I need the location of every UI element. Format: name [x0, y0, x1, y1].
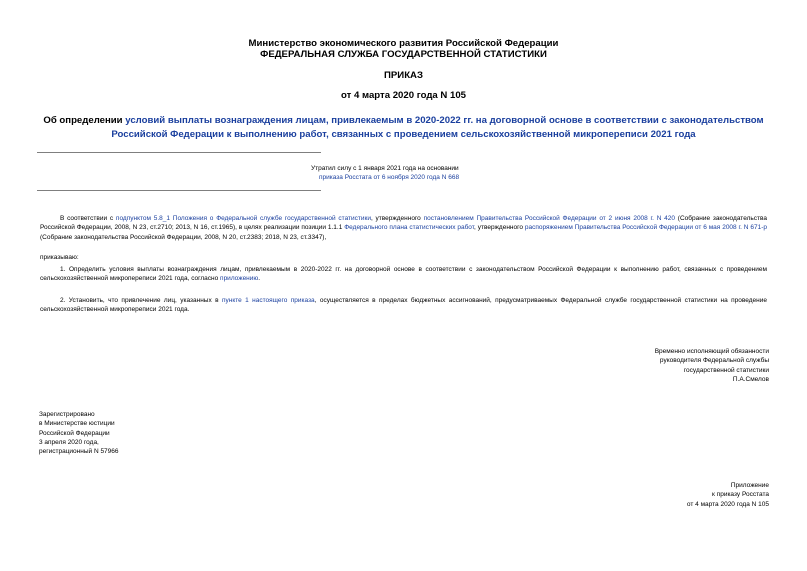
separator-rule-bottom — [37, 190, 321, 191]
signature-name: П.А.Смелов — [732, 375, 769, 383]
ministry-name: Министерство экономического развития Российской Федерации — [248, 38, 559, 49]
order-item-1-text: 1. Определить условия выплаты вознаграждения лицам, привлекаемым в 2020-2022 гг. на договорной основе в соответствии с законодательством Российской Федерации к выполнению работ, связанных с проведением сельскохозяйственной микропереписи 2021 года, согласно — [40, 266, 767, 283]
signature-block — [655, 347, 769, 384]
signature-line-3: государственной статистики — [683, 366, 769, 374]
appendix-line-1: Приложение — [730, 482, 769, 489]
preamble-text-5: (Собрание законодательства Российской Федерации, 2008, N 20, ст.2383; 2018, N 23, ст.3347), — [40, 233, 327, 241]
registration-line-1: Зарегистрировано — [39, 411, 95, 418]
preamble-text-4: , утвержденного — [474, 224, 525, 232]
item-1-reference-link[interactable]: пункте 1 настоящего приказа — [221, 297, 315, 304]
appendix-line-2: к приказу Росстата — [712, 491, 769, 499]
signature-line-1: Временно исполняющий обязанности — [654, 348, 769, 355]
registration-line-4: 3 апреля 2020 года, — [39, 438, 99, 446]
regulation-link[interactable]: подпунктом 5.8_1 Положения о Федеральной службе государственной статистики — [115, 215, 371, 222]
order-item-1-end: . — [258, 275, 261, 283]
order-item-2 — [40, 296, 767, 315]
government-decree-link[interactable]: постановлением Правительства Российской Федерации от 2 июня 2008 г. N 420 — [423, 215, 676, 222]
status-note-link[interactable]: приказа Росстата от 6 ноября 2020 года N 668 — [319, 174, 460, 182]
document-title — [30, 114, 777, 142]
appendix-line-3: от 4 марта 2020 года N 105 — [686, 500, 769, 508]
preamble-paragraph — [40, 214, 767, 242]
signature-line-2: руководителя Федеральной службы — [659, 357, 769, 365]
order-item-2-text-2: , осуществляется в пределах бюджетных ассигнований, предусматриваемых Федеральной службе государственной статистики на проведение сельскохозяйственной микропереписи 2021 года. — [40, 297, 767, 314]
document-date-number: от 4 марта 2020 года N 105 — [340, 90, 467, 101]
document-type: ПРИКАЗ — [384, 70, 423, 81]
title-prefix: Об определении — [43, 115, 126, 126]
title-link[interactable]: условий выплаты вознаграждения лицам, привлекаемым в 2020-2022 гг. на договорной основе в соответствии с законодательством Российской Федерации к выполнению работ, связанных с проведением сельскохозяйственной микропереписи 2021 года — [111, 115, 764, 140]
status-note-text: Утратил силу с 1 января 2021 года на основании — [311, 165, 459, 172]
registration-line-5: регистрационный N 57966 — [39, 448, 119, 456]
registration-block — [39, 410, 119, 456]
appendix-link[interactable]: приложению — [220, 275, 259, 283]
preamble-text-1: В соответствии с — [60, 215, 116, 222]
government-order-link[interactable]: распоряжением Правительства Российской Федерации от 6 мая 2008 г. N 671-р — [524, 224, 768, 232]
separator-rule-top — [37, 152, 321, 153]
statistical-plan-link[interactable]: Федерального плана статистических работ — [344, 224, 475, 232]
status-note — [311, 164, 611, 183]
registration-line-2: в Министерстве юстиции — [39, 420, 115, 428]
service-name: ФЕДЕРАЛЬНАЯ СЛУЖБА ГОСУДАРСТВЕННОЙ СТАТИСТИКИ — [260, 49, 547, 60]
preamble-text-2: , утвержденного — [370, 215, 424, 222]
preamble-text-3: (Собрание законодательства Российской Федерации, 2008, N 23, ст.2710; 2013, N 16, ст.1965), в целях реализации позиции 1.1.1 — [40, 215, 767, 232]
order-item-2-text-1: 2. Установить, что привлечение лиц, указанных в — [60, 297, 222, 304]
registration-line-3: Российской Федерации — [39, 429, 110, 437]
order-item-1 — [40, 265, 767, 284]
appendix-block — [687, 481, 769, 509]
order-word: приказываю: — [40, 254, 79, 261]
